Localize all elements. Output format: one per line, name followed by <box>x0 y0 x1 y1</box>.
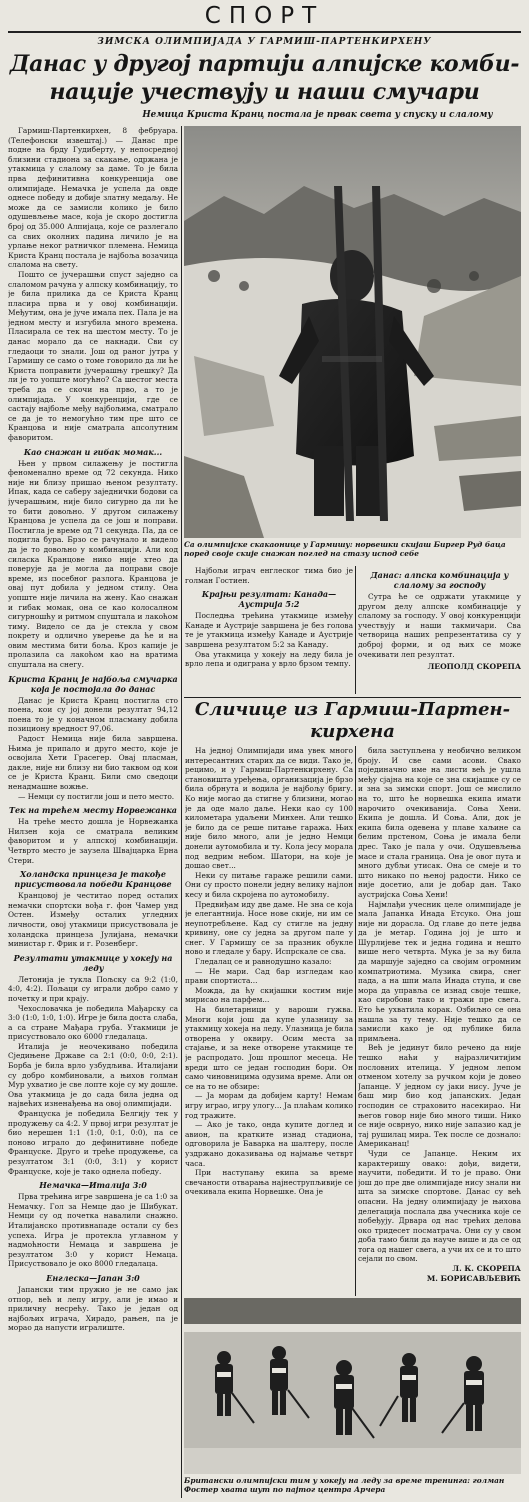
subheadline <box>110 109 525 121</box>
article-paragraph: Француска је победила Белгију тек у продужењу са 4:2. У првој игри резултат је био нерешен 1:1 (1:0, 0:1, 0:0), па се поново играло до дефинитивне победе Француске. Друго и треће продужење, са резултатом 3:1 (0:0, 3:1) у корист Француске, које је тако однела победу. <box>8 1109 178 1176</box>
article-subheading: Као снажан и гибак момак... <box>23 446 163 457</box>
article-paragraph: Последња трећина утакмице између Канаде и Аустрије завршена је без голова те је утакмица између Канаде и Аустрије завршена резултатом 5:2 за Канаду. <box>185 611 353 649</box>
section-rule <box>184 697 521 698</box>
article-column-4 <box>185 746 353 1296</box>
headline-line-1: Данас у другој партији алпијске комби- <box>9 51 520 77</box>
photo-ski-jumper-caption <box>184 540 521 562</box>
article-paragraph: Радост Немица није била завршена. Њима је припало и друго место, које је освојила Хети Грасегер. Овај пласман, дакле, није ни близу ни био таквом од кои се је Криста Кранц. Били смо сведоци ненадмашне вожње. <box>8 734 178 791</box>
author-signature: М. БОРИСАВЉЕВИЋ <box>426 1273 521 1283</box>
column-divider <box>355 566 356 694</box>
article-column-1 <box>8 126 178 1500</box>
article-subheading: Данас: алпска комбинација у слалому за господу <box>370 570 509 590</box>
section-title: СПОРТ <box>204 3 325 29</box>
article-subheading: Тек на трећем месту Норвежанка <box>9 805 177 816</box>
article-subheading: Крајњи резултат: Канада—Аустрија 5:2 <box>201 589 337 610</box>
article-paragraph: Предвиђам иду две даме. Не зна се која је елегантнија. Носе нове скије, ни им се неупотребљене. Кад су стигле на једну кривину, оне су једна за другом пале у снег. У Гармишу се за празник обукле ново и гледале у бару. Испрскале се сва. <box>185 899 353 957</box>
photo-caption-text: Британски олимпијски тим у хокеју на леду за време тренинга: голман Фостер хвата шут по пајтог центра Арчера <box>184 1476 505 1495</box>
author-signature: ЛЕОПОЛД СКОРЕПА <box>427 662 521 672</box>
article-paragraph: На једној Олимпијади има увек много интересантних старих да се види. Тако је, рецимо, и у Гармиш-Партенкирхену. Са становишта уређења, организација је брзо била обрнута и водила је најбољу бригу. Ко није могао да стигне у близини, могао је да оде мало даље. Неки као су 100 километара удаљени Минхен. Али тешко је било да се реше питање гаража. Њих није било много, али је једно Немци донели аутомобила и ту. Кола јесу морала под ведрим небом. Шатори, на које је дошао свет... <box>185 746 353 871</box>
section-masthead <box>0 2 529 30</box>
article-paragraph: Сутра ће се одржати утакмице у другом делу алпске комбинације у слалому за господу. У овој конкуренцији учествују и наши такмичари. Сва четворица наших репрезентатива су у доброј форми, и од њих се може очекивати леп резултат. <box>358 592 521 659</box>
article-subheading: Холандска принцеза је такође присуствовала победи Кранцове <box>14 869 172 890</box>
article-paragraph: била заступљена у необично великом броју. И све сами асови. Свако појединачно име на листи већ је ушла међу сјајна на које се зна скијашке су се и зна за зимски спорт. Још се мислило на то, што ће норвешка екипа имати нарочито очекиванија. Соња Хени. Екипа је дошла. И Соња. Али, док је екипа била одевена у плаве хаљине са белим прстеном, Соња је имала бели дрес. Тако је пала у очи. Одушевљења масе и стала граница. Она је овог пута и много дубљи утисак. Она се смеје и то што никако по њеној радости. Нико се није досетио, али је добар дан. Тако аустријска Соња Хени! <box>358 746 521 899</box>
main-headline <box>6 50 523 106</box>
article-paragraph: На билетарници у вароши гужва. Многи који још да купе улазницу за утакмицу хокеја на леду. Улазница је била отворена у оквиру. Осим места за стајање, и за неке отворене утакмице те је распродато. Још прошлог месеца. Не вреди што се један господин бори. Он само чиновницима одузима време. Али он се на то не обзире: <box>185 1005 353 1091</box>
article-paragraph: При наступању екипа за време свечаности отварања најнеструпљивије се очекивала екипа Норвешке. Она је <box>185 1168 353 1197</box>
article-column-2 <box>185 566 353 696</box>
photo-caption-text: Са олимпијске скакаонице у Гармишу: норвешки скијаш Биргер Руд баца поред своје скије снажан поглед на стазу испод себе <box>184 540 506 559</box>
subheadline-text: Немица Криста Кранц постала је првак света у спуску и слалому <box>142 110 493 120</box>
column-divider <box>181 126 182 1498</box>
ski-jumper-photo-image <box>184 126 521 538</box>
article-paragraph: Најбољи играч енглеског тима био је голман Гостиен. <box>185 566 353 585</box>
article-paragraph: — Ја морам да добијем карту! Немам игру играо, игру улогу... Ја плаћам колико год тражите. <box>185 1091 353 1120</box>
article-paragraph: Данас је Криста Кранц постигла сто поена, кои су јој донели резултат 94,12 поена то је у коначном пласману добила позициону вредност 97,06. <box>8 695 178 734</box>
second-headline-line-1: Сличице из Гармиш-Партен- <box>194 699 511 720</box>
article-subheading: Криста Кранц је најбоља смучарка која је постојала до данас <box>8 673 178 694</box>
headline-line-2: нације учествују и наши смучари <box>49 79 480 105</box>
article-paragraph: — Ако је тако, онда купите доглед и авион, па кратките изнад стадиона, одговорила је Баварка на шалтеру, после уздржано доказивања од најмање четврт часа. <box>185 1120 353 1168</box>
article-paragraph: Најмлађи учесник целе олимпијаде је мала Јапанка Инада Етсуко. Она још није ни дорасла. Од главе до пете једва да је метар. Година јој је што и Шурлијеве тек и једна година и нешто више него четврта. Мука је за њу била да маршује заједно са својим огромним компатриотима. Музика свира, снег пада, а на шпи мала Инада ступа, и све мора да управља се изнад своје тешке, као сиробови тако и тражи пре свега. Ето ће ухватила корак. Озбиљно се она нашла за ту тему. Није тешко да се замисли како је од публике била примљена. <box>358 899 521 1043</box>
article-paragraph: Гармиш-Партенкирхен, 8 фебруара. (Телефонски извештај.) — Данас пре подне на брду Гудиберту, у непосредној близини стадиона за скакање, одржана је утакмица у слалому за даме. То је била прва дефинитивна конкуренција ове олимпијаде. Немачка је успела да овде однесе победу и добије златну медаљу. Не може да се замисли колико је било одушевљење масе, која је скоро достигла број од 35.000 Алпијаца, које се разлегало са свих околних падина личило је на урлање неког ратничког племена. Немица Криста Кранц постала је најбоља возачица слалома на свету. <box>8 126 178 270</box>
column-divider <box>355 746 356 1296</box>
article-paragraph: Ова утакмица у хокеју на леду била је врло лепа и одиграна у врло брзом темпу. <box>185 649 353 669</box>
second-headline-line-2: кирхена <box>310 721 395 742</box>
second-headline <box>184 699 521 743</box>
article-paragraph: Чуди се Јапанце. Неким их карактеришу овако: дођи, видети, научити, победити. И то је право. Они још до пре две олимпијаде нису знали ни шта за зимске спортове. Данас су већ опасни. На једну олимпијаду је њихова делегација послала два учесника које се побеђују. Дрвара од нас трећих делова око тридесет посматрача. Они су у свом доба тамо били да науче више и да се од тога од нашег свега, а учи их се и то што сејали по свом. <box>358 1148 521 1264</box>
article-paragraph: Гледалац се и равнодушно казало: <box>195 957 332 967</box>
article-paragraph: Можда, да ћу скијашки костим није мирисао на парфем... <box>185 985 353 1005</box>
article-column-5 <box>358 746 521 1296</box>
hockey-photo-image <box>184 1298 521 1474</box>
article-paragraph: На треће место дошла је Норвежанка Нилзен која се сматрала великим фаворитом и у алпској комбинацији. Четврто место је заузела Швајцарка Ерна Стери. <box>8 817 178 865</box>
article-subheading: Резултати утакмице у хокеју на леду <box>13 952 173 973</box>
article-paragraph: Кранцовој је честитао поред осталих немачки спортски вођа г. фон Чамер унд Остен. Између осталих угледних личности, овој утакмици присуствовала је холандска принцеза Јулијана, немачки министар г. Фрик и г. Розенберг. <box>8 891 178 949</box>
article-column-3 <box>358 566 521 696</box>
photo-hockey-team <box>184 1298 521 1474</box>
article-paragraph: Чехословачка је победила Мађарску са 3:0 (1:0, 1:0, 1:0). Игре је била доста слаба, а са стране Мађара груба. Утакмици је присуствовало око 6000 гледалаца. <box>8 1003 178 1042</box>
photo-hockey-caption <box>184 1476 521 1500</box>
article-paragraph: Италија је неочекивано победила Сједињене Државе са 2:1 (0:0, 0:0, 2:1). Борба је била врло узбудљива. Италијани су добро комбиновали, а њихов голман Мур ухватио је све лопте које су му дошле. Ова утакмица је до сада била једна од највећих изненађења на овој олимпијади. <box>8 1041 178 1109</box>
article-paragraph: Јапански тим пружио је не само јак отпор, већ и лепу игру, али је имао и приличну несрећу. Тако је један од најбољих играча, Хирадо, рањен, па је морао да напусти игралиште. <box>8 1284 178 1333</box>
article-paragraph: — Не мари. Сад бар изгледам као прави спортиста... <box>185 966 353 986</box>
article-subheading: Енглеска—Јапан 3:0 <box>46 1272 140 1283</box>
kicker-text: ЗИМСКА ОЛИМПИЈАДА У ГАРМИШ-ПАРТЕНКИРХЕНУ <box>97 37 432 47</box>
photo-ski-jumper <box>184 126 521 538</box>
article-paragraph: Пошто се јучерашњи спуст заједно са слаломом рачуна у алпску комбинацију, то је била прилика да се Криста Кранц пласира прва и у овој комбинацији. Међутим, она је јуче имала пех. Пала је на једном месту и изгубила много времена. Пласирала се тек на шестом месту. То је данас морало да се накнади. Сви су гледаоци то знали. Још од раног јутра у Гармишу се само о томе говорило да ли ће Криста поправити јучерашњу грешку? Да ли је то уопште могућно? Са шестог места треба да се скочи на прво, а то је олимпијада. У конкуренцији, где се састају најбоље међу најбољима, сматрало се да је то немогућно тим пре што се Кранцова и није сматрала апсолутним фаворитом. <box>8 269 178 442</box>
masthead-rule <box>8 31 521 33</box>
article-paragraph: Летонија је тукла Пољску са 9:2 (1:0, 4:0, 4:2). Пољаци су играли добро само у почетку и при крају. <box>8 974 178 1003</box>
article-paragraph: Већ је јединут било речено да није тешко наћи у најразличитијим пословних ителица. У једном лепом отменом хотелу за ручком који је довео Јапанце. У једном су јаки нису. Јуче је баш мир био код јапанских. Један господин се страховито насекирао. Ни његов говор није био много тиши. Нико се није осврнуо, нико није запазио кад је тај рушилац мира. Тек после се дознало: Американац! <box>358 1043 521 1149</box>
article-paragraph: Њен у првом силажењу је постигла феноменално време од 72 секунда. Нико није ни близу пришао њеном резултату. Ипак, када се саберу заједнички бодови са јучерашњим, није било сигурно да ли ће то бити довољно. У другом силажењу Кранцова је успела да се још и поправи. Постигла је време од 71 секунда. Па, да се подигла бура. Брзо се рачунало и видело да је то довољно у комбинацији. Али код силаска Кранцове нико није хтео да поверује да је могла да поправи своје време, из посебног разлога. Кранцова је овај пут добила у једном стилу. Она уопште није личила на жену. Као снажан и гибак момак, она се као колосалном сигурношћу и ритмом спуштала и лакоћом тиму. Видело се да је стекла у свом покрету и одлично уверење да ће и на овим местима бити боља. Кроз капије је пролазила са лакоћом као на вратима спуштала на снегу. <box>8 458 178 670</box>
article-paragraph: Неки су питање гараже решили сами. Они су просто понели једну велику најлон кесу и била скројена по аутомобилу. <box>185 870 353 899</box>
kicker <box>0 36 529 48</box>
article-paragraph: Прва трећина игре завршена је са 1:0 за Немачку. Гол за Немце дао је Шибукат. Немци су од почетка навалили снажно. Италијанско противнападе остали су без успеха. Игра је протекла углавном у надмоћности Немаца и завршена је резултатом 3:0 у корист Немаца. Присуствовало је око 8000 гледалаца. <box>8 1192 178 1269</box>
author-signature: Л. К. СКОРЕПА <box>452 1264 521 1274</box>
article-subheading: Немачка—Италија 3:0 <box>39 1180 147 1191</box>
article-paragraph: — Немци су постигли још и пето место. <box>18 791 175 801</box>
